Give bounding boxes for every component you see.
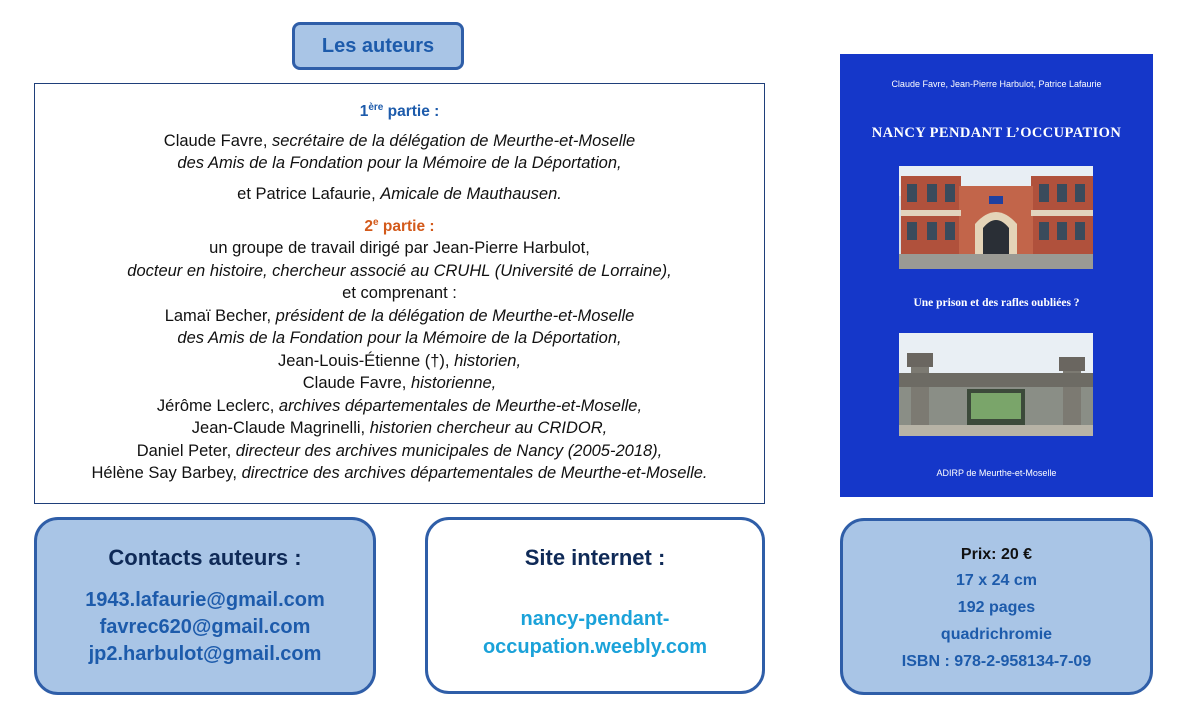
- member-line: Jean-Louis-Étienne (†), historien,: [277, 351, 522, 370]
- part2-comprising: et comprenant :: [342, 284, 457, 302]
- price-label: Prix: 20 €: [960, 546, 1033, 563]
- member-line: Daniel Peter, directeur des archives municipales de Nancy (2005-2018),: [136, 441, 663, 460]
- part1-author-2: et Patrice Lafaurie, Amicale de Mauthausen.: [237, 184, 562, 203]
- member-line: Jérôme Leclerc, archives départementales de Meurthe-et-Moselle,: [156, 396, 643, 415]
- member-line: Jean-Claude Magrinelli, historien chercheur au CRIDOR,: [191, 419, 608, 437]
- section-title: [292, 22, 464, 70]
- contacts-box: [34, 517, 376, 695]
- part2-director-role: docteur en histoire, chercheur associé au CRUHL (Université de Lorraine),: [127, 261, 672, 280]
- isbn: ISBN : 978-2-958134-7-09: [901, 653, 1092, 670]
- website-box: [425, 517, 765, 694]
- email-link[interactable]: jp2.harbulot@gmail.com: [88, 643, 322, 665]
- book-cover: [840, 54, 1153, 497]
- member-line: Claude Favre, historienne,: [302, 374, 497, 392]
- email-link[interactable]: 1943.lafaurie@gmail.com: [85, 589, 325, 611]
- contacts-heading: Contacts auteurs :: [108, 545, 302, 570]
- cover-publisher: ADIRP de Meurthe-et-Moselle: [936, 468, 1057, 478]
- part1-heading: 1ère partie :: [359, 102, 440, 120]
- part1-author-1: Claude Favre, secrétaire de la délégation de Meurthe-et-Moselle: [163, 131, 636, 150]
- cover-title: NANCY PENDANT L’OCCUPATION: [871, 125, 1122, 141]
- prison-photo: [899, 166, 1093, 269]
- authors-panel: [34, 83, 765, 504]
- page-count: 192 pages: [957, 599, 1036, 616]
- printing-type: quadrichromie: [940, 626, 1053, 643]
- member-line: des Amis de la Fondation pour la Mémoire de la Déportation,: [177, 329, 622, 347]
- part1-author-1-cont: des Amis de la Fondation pour la Mémoire de la Déportation,: [177, 154, 622, 172]
- website-link[interactable]: nancy-pendant- occupation.weebly.com: [482, 608, 708, 658]
- cover-authors: Claude Favre, Jean-Pierre Harbulot, Patrice Lafaurie: [891, 79, 1102, 89]
- section-title-text: Les auteurs: [321, 34, 435, 57]
- part2-heading: 2e partie :: [364, 217, 435, 235]
- member-line: Lamaï Becher, président de la délégation de Meurthe-et-Moselle: [164, 306, 635, 325]
- member-line: Hélène Say Barbey, directrice des archives départementales de Meurthe-et-Moselle.: [91, 464, 708, 482]
- camp-gate-photo: [899, 333, 1093, 436]
- cover-subtitle: Une prison et des rafles oubliées ?: [913, 297, 1080, 309]
- book-format: 17 x 24 cm: [956, 572, 1037, 589]
- price-box: [840, 518, 1153, 695]
- part2-intro: un groupe de travail dirigé par Jean-Pierre Harbulot,: [209, 239, 590, 257]
- email-link[interactable]: favrec620@gmail.com: [99, 616, 311, 638]
- website-heading: Site internet :: [524, 545, 666, 570]
